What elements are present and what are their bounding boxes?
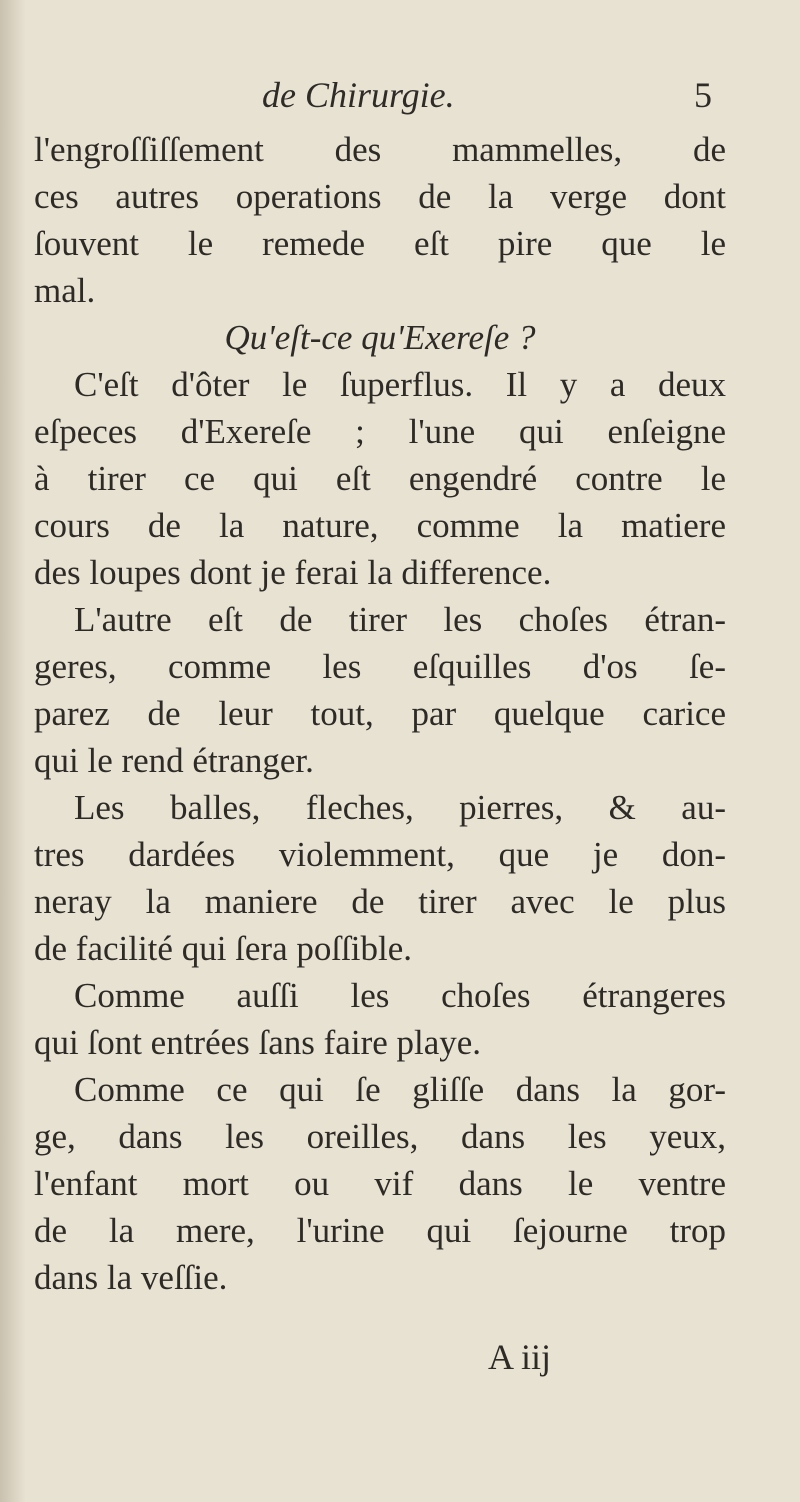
text-line: neray la maniere de tirer avec le plus [34, 882, 726, 921]
text-line: ge, dans les oreilles, dans les yeux, [34, 1117, 726, 1156]
text-line: dans la veſſie. [34, 1258, 228, 1297]
page-number: 5 [694, 75, 712, 115]
text-line: ſouvent le remede eſt pire que le [34, 224, 726, 263]
text-line: cours de la nature, comme la matiere [34, 506, 726, 545]
text-line: geres, comme les eſquilles d'os ſe- [34, 647, 726, 686]
text-line: de facilité qui ſera poſſible. [34, 929, 413, 968]
text-line: Les balles, fleches, pierres, & au- [74, 788, 726, 827]
text-line: de la mere, l'urine qui ſejourne trop [34, 1211, 726, 1250]
text-line: Comme ce qui ſe gliſſe dans la gor- [74, 1070, 726, 1109]
text-line: l'enfant mort ou vif dans le ventre [34, 1164, 726, 1203]
text-line: parez de leur tout, par quelque carice [34, 694, 726, 733]
text-line: mal. [34, 271, 96, 310]
signature-mark: A iij [488, 1337, 552, 1377]
page-header [0, 74, 800, 114]
text-line: Comme auſſi les choſes étrangeres [74, 976, 726, 1015]
text-line: des loupes dont je ferai la difference. [34, 553, 552, 592]
text-line: qui ſont entrées ſans faire playe. [34, 1023, 482, 1062]
text-line: ces autres operations de la verge dont [34, 177, 726, 216]
body-text [34, 126, 726, 1301]
text-line: à tirer ce qui eſt engendré contre le [34, 459, 726, 498]
text-line: eſpeces d'Exereſe ; l'une qui enſeigne [34, 412, 726, 451]
text-line: qui le rend étranger. [34, 741, 314, 780]
text-line: tres dardées violemment, que je don- [34, 835, 726, 874]
text-line: C'eſt d'ôter le ſuperflus. Il y a deux [74, 365, 726, 404]
text-line: L'autre eſt de tirer les choſes étran- [74, 600, 726, 639]
running-title: de Chirurgie. [262, 75, 455, 115]
section-question-heading: Qu'eſt-ce qu'Exereſe ? [224, 318, 536, 357]
text-line: l'engroſſiſſement des mammelles, de [34, 130, 726, 169]
